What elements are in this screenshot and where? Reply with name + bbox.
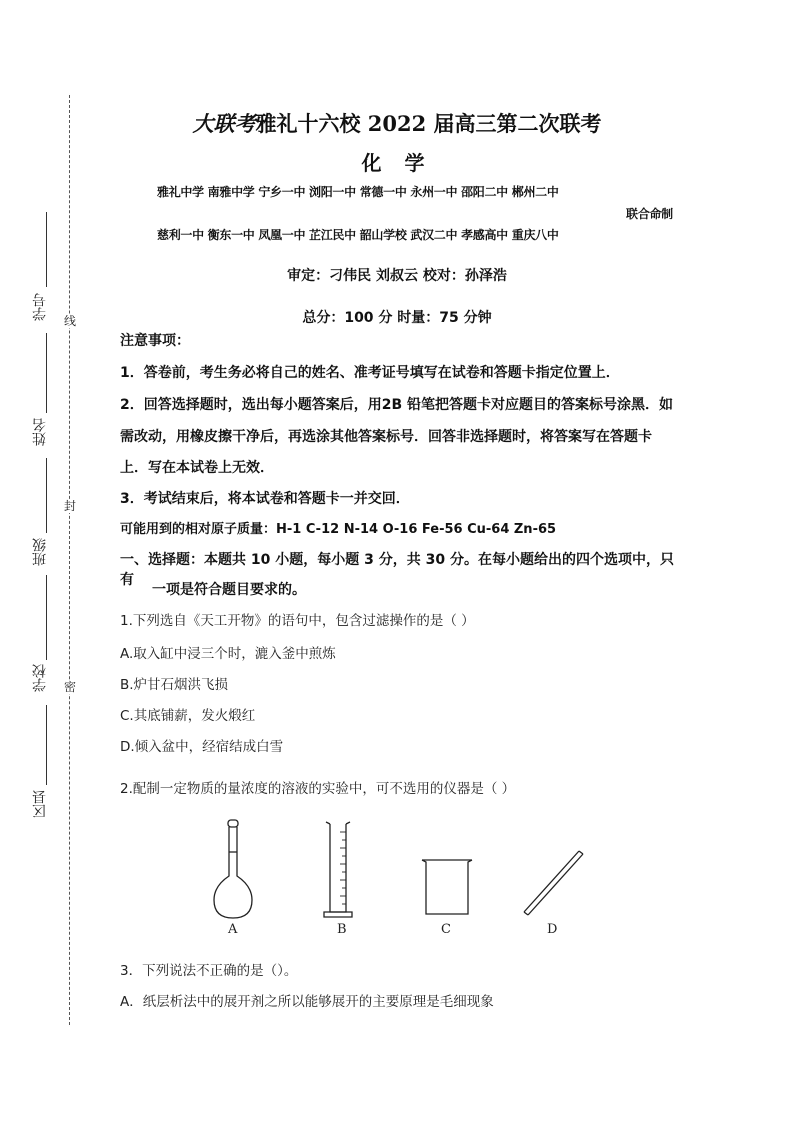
apparatus-label-a: A bbox=[228, 922, 238, 937]
notes-heading: 注意事项： bbox=[120, 333, 190, 349]
q1-option-c: C.其底铺薪，发火煅红 bbox=[120, 708, 256, 724]
schools-line-2: 慈利一中 衡东一中 凤凰一中 芷江民中 韶山学校 武汉二中 孝感高中 重庆八中 bbox=[157, 228, 559, 242]
note-2-line-1: 2．回答选择题时，选出每小题答案后，用2B 铅笔把答题卡对应题目的答案标号涂黑．如 bbox=[120, 397, 674, 413]
district-label: 区县 bbox=[32, 790, 48, 818]
apparatus-label-c: C bbox=[441, 922, 451, 937]
name-underline bbox=[46, 333, 47, 413]
q1-stem: 1.下列选自《天工开物》的语句中，包含过滤操作的是（ ） bbox=[120, 613, 475, 629]
subject-title: 化 学 bbox=[361, 151, 433, 175]
district-underline bbox=[46, 705, 47, 785]
q2-apparatus-figure bbox=[200, 818, 600, 923]
note-2-line-2: 需改动，用橡皮擦干净后，再选涂其他答案标号．回答非选择题时，将答案写在答题卡 bbox=[120, 429, 652, 445]
school-underline bbox=[46, 575, 47, 660]
q2-stem: 2.配制一定物质的量浓度的溶液的实验中，可不选用的仪器是（ ） bbox=[120, 781, 516, 797]
class-label: 班级 bbox=[32, 538, 48, 566]
score-time-line: 总分：100 分 时量：75 分钟 bbox=[302, 310, 492, 326]
student-id-label: 学号 bbox=[32, 293, 48, 321]
note-1: 1．答卷前，考生务必将自己的姓名、准考证号填写在试卷和答题卡指定位置上． bbox=[120, 365, 620, 381]
beaker-icon bbox=[422, 860, 472, 914]
note-2-line-3: 上．写在本试卷上无效． bbox=[120, 460, 274, 476]
apparatus-label-d: D bbox=[547, 922, 558, 937]
note-3: 3．考试结束后，将本试卷和答题卡一并交回． bbox=[120, 491, 410, 507]
class-underline bbox=[46, 458, 47, 533]
review-line: 审定：刁伟民 刘叔云 校对：孙泽浩 bbox=[287, 268, 507, 284]
q1-option-b: B.炉甘石烟洪飞损 bbox=[120, 677, 229, 693]
volumetric-flask-icon bbox=[214, 820, 252, 918]
q3-option-a: A．纸层析法中的展开剂之所以能够展开的主要原理是毛细现象 bbox=[120, 994, 494, 1010]
graduated-cylinder-icon bbox=[324, 822, 352, 917]
exam-title-text: 雅礼十六校 2022 届高三第二次联考 bbox=[255, 111, 602, 136]
q3-stem: 3．下列说法不正确的是（）。 bbox=[120, 963, 298, 979]
atomic-masses: 可能用到的相对原子质量：H-1 C-12 N-14 O-16 Fe-56 Cu-64 Zn-65 bbox=[120, 522, 557, 537]
section-1-heading: 一、选择题：本题共 10 小题，每小题 3 分，共 30 分。在每小题给出的四个选项中，只有 bbox=[120, 552, 674, 588]
binding-mark-seal: 封 bbox=[63, 499, 76, 513]
name-label: 姓名 bbox=[32, 418, 48, 446]
section-1-heading-cont: 一项是符合题目要求的。 bbox=[152, 582, 306, 598]
q1-option-d: D.倾入盆中，经宿结成白雪 bbox=[120, 739, 284, 755]
schools-line-1: 雅礼中学 南雅中学 宁乡一中 浏阳一中 常德一中 永州一中 邵阳二中 郴州二中 bbox=[157, 185, 559, 199]
glass-rod-icon bbox=[524, 851, 583, 915]
binding-dashed-line bbox=[69, 95, 70, 1025]
binding-mark-line: 线 bbox=[63, 314, 76, 328]
apparatus-label-b: B bbox=[337, 922, 347, 937]
joint-authorship: 联合命制 bbox=[626, 207, 673, 221]
school-label: 学校 bbox=[32, 664, 48, 692]
binding-mark-secret: 密 bbox=[63, 680, 76, 694]
exam-title bbox=[0, 108, 794, 138]
q1-option-a: A.取入缸中浸三个时，漉入釜中煎炼 bbox=[120, 646, 336, 662]
brand-logo-text: 大联考 bbox=[192, 111, 256, 136]
